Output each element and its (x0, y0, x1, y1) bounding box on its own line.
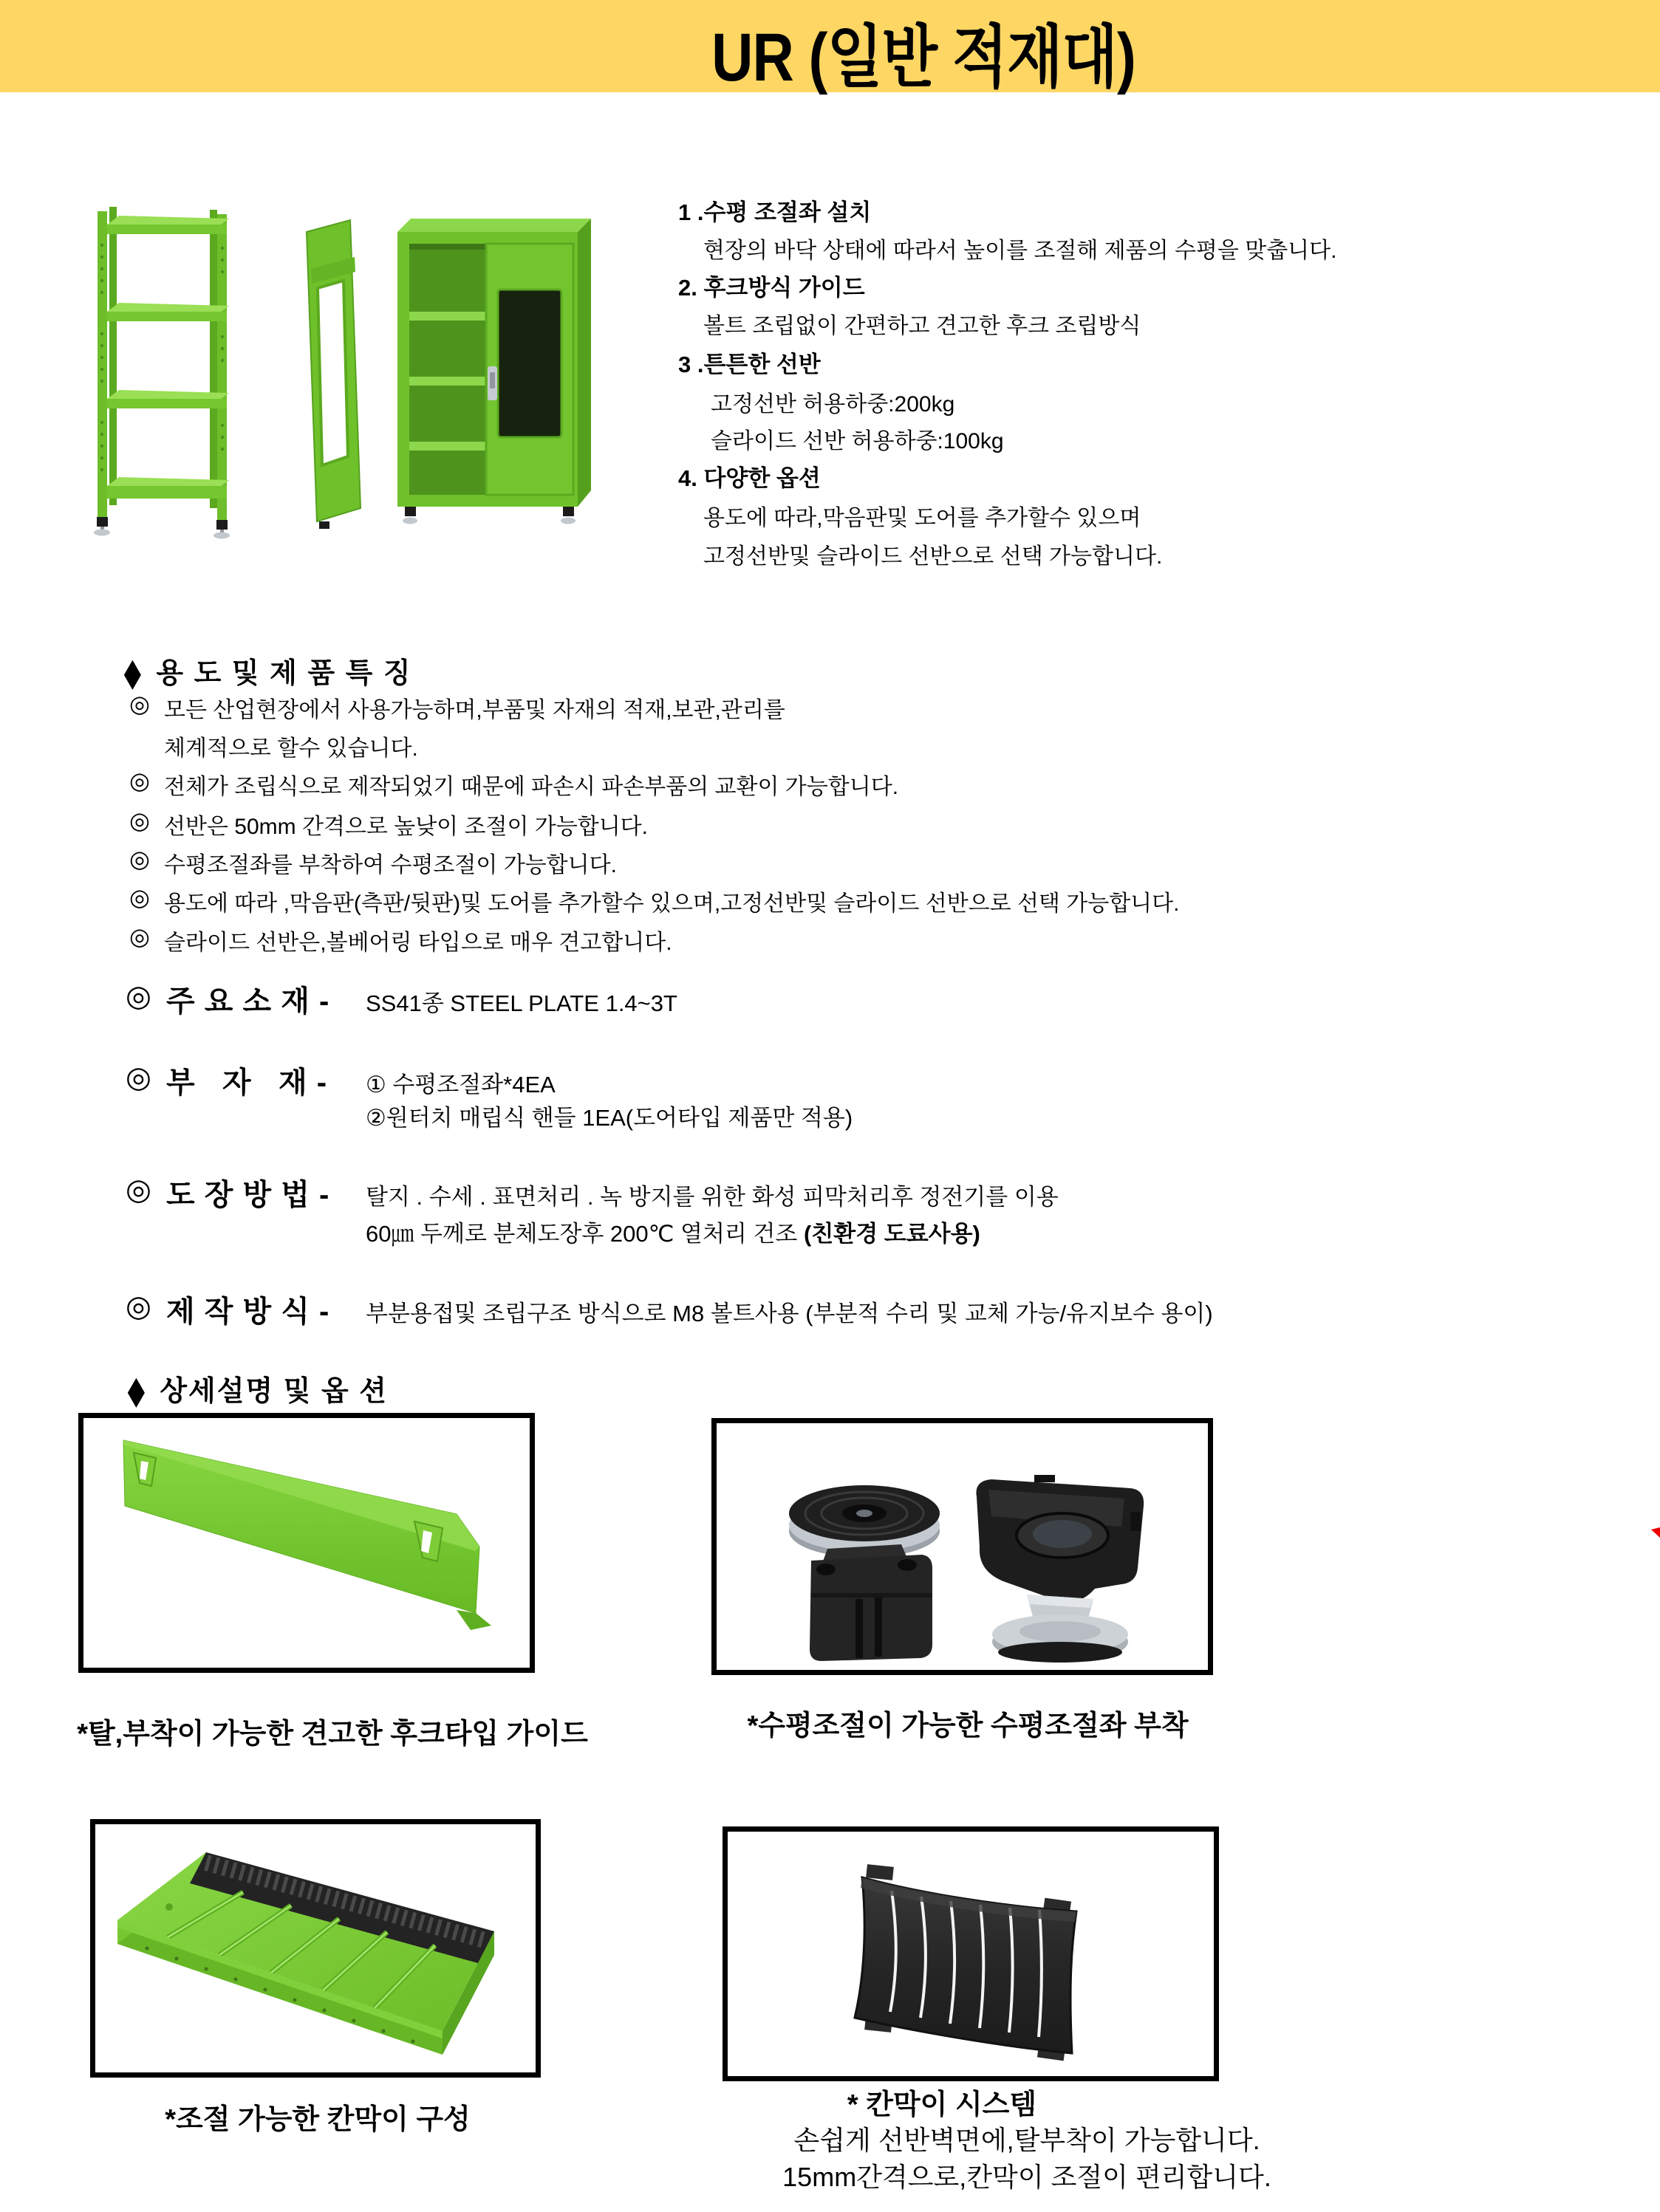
double-circle-bullet-icon: ◎ (129, 807, 150, 834)
feature-2-line: 볼트 조립없이 간편하고 견고한 후크 조립방식 (703, 314, 1141, 338)
double-circle-bullet-icon: ◎ (126, 1174, 151, 1206)
feature-bullet-2: ◎ 전체가 조립식으로 제작되었기 때문에 파손시 파손부품의 교환이 가능합니다. (129, 767, 899, 799)
cabinet-image (307, 219, 591, 529)
detail-box-leveling-feet (711, 1418, 1213, 1675)
details-section-heading: ◆ 상세설명 및 옵 션 (127, 1368, 388, 1411)
spec-material-value: SS41종 STEEL PLATE 1.4~3T (366, 990, 677, 1016)
feature-bullet-3: ◎ 선반은 50mm 간격으로 높낮이 조절이 가능합니다. (129, 807, 648, 839)
feature-1-line: 현장의 바닥 상태에 따라서 높이를 조절해 제품의 수평을 맞춥니다. (703, 239, 1337, 263)
page-title: UR (일반 적재대) (711, 18, 1135, 96)
feature-2-heading: 2. 후크방식 가이드 (678, 275, 865, 301)
product-hero-image (87, 201, 604, 541)
feature-1-heading: 1 .수평 조절좌 설치 (678, 199, 872, 225)
leveling-foot-pad-up (789, 1485, 940, 1661)
double-circle-bullet-icon: ◎ (126, 1061, 151, 1094)
double-circle-bullet-icon: ◎ (129, 691, 150, 717)
rack-leveling-feet (94, 517, 230, 539)
spec-coating-label: 도 장 방 법 - (166, 1179, 330, 1211)
leveling-feet-image (717, 1423, 1208, 1670)
feature-bullet-4: ◎ 수평조절좌를 부착하여 수평조절이 가능합니다. (129, 846, 617, 877)
diamond-icon: ◆ (127, 1368, 146, 1411)
double-circle-bullet-icon: ◎ (129, 767, 150, 794)
caption-partition-title: * 칸막이 시스템 (847, 2089, 1037, 2120)
features-section-heading: ◆ 용 도 및 제 품 특 징 (123, 650, 412, 694)
feature-bullet-1: ◎ 모든 산업현장에서 사용가능하며,부품및 자재의 적재,보관,관리를 (129, 691, 785, 722)
spec-accessories-label: 부 자 재 - (166, 1066, 328, 1099)
double-circle-bullet-icon: ◎ (129, 846, 150, 872)
detail-box-divider-tray (90, 1819, 541, 2078)
feature-3-line-1: 고정선반 허용하중:200kg (711, 392, 955, 417)
feature-bullet-5: ◎ 용도에 따라 ,막음판(측판/뒷판)및 도어를 추가할수 있으며,고정선반및 슬라이드 선반으로 선택 가능합니다. (129, 884, 1180, 916)
detail-box-hook-guide (78, 1413, 535, 1673)
spec-coating-value-1: 탈지 . 수세 . 표면처리 . 녹 방지를 위한 화성 피막처리후 정전기를 이용 (366, 1184, 1059, 1210)
feature-bullet-1-wrap: 체계적으로 할수 있습니다. (164, 736, 418, 761)
open-rack-image (94, 207, 230, 539)
red-corner-marker-icon (1651, 1527, 1660, 1539)
double-circle-bullet-icon: ◎ (126, 980, 151, 1013)
spec-accessories-value-2: ②원터치 매립식 핸들 1EA(도어타입 제품만 적용) (366, 1105, 853, 1131)
divider-tray-image (95, 1824, 536, 2072)
leveling-foot-pad-down (976, 1475, 1144, 1663)
diamond-icon: ◆ (123, 650, 143, 694)
feature-3-heading: 3 .튼튼한 선반 (678, 352, 821, 377)
double-circle-bullet-icon: ◎ (126, 1290, 151, 1323)
caption-partition-line-2: 손쉽게 선반벽면에,탈부착이 가능합니다. (793, 2125, 1260, 2155)
spec-coating-value-2: 60㎛ 두께로 분체도장후 200℃ 열처리 건조 (친환경 도료사용) (366, 1221, 980, 1247)
caption-divider-tray: *조절 가능한 칸막이 구성 (165, 2104, 471, 2135)
spec-material-label: 주 요 소 재 - (166, 985, 330, 1018)
hook-guide-image (83, 1418, 530, 1668)
feature-4-line-1: 용도에 따라,막음판및 도어를 추가할수 있으며 (703, 506, 1141, 530)
detail-box-partition (723, 1826, 1219, 2081)
spec-accessories-value-1: ① 수평조절좌*4EA (366, 1072, 556, 1098)
spec-fabrication-label: 제 작 방 식 - (166, 1295, 330, 1328)
spec-fabrication-value: 부분용접및 조립구조 방식으로 M8 볼트사용 (부분적 수리 및 교체 가능/유지보수 용이) (366, 1301, 1213, 1326)
caption-partition-line-3: 15mm간격으로,칸막이 조절이 편리합니다. (782, 2162, 1271, 2192)
feature-4-heading: 4. 다양한 옵션 (678, 465, 821, 491)
feature-4-line-2: 고정선반및 슬라이드 선반으로 선택 가능합니다. (703, 544, 1163, 569)
double-circle-bullet-icon: ◎ (129, 923, 150, 950)
feature-bullet-6: ◎ 슬라이드 선반은,볼베어링 타입으로 매우 견고합니다. (129, 923, 672, 955)
feature-3-line-2: 슬라이드 선반 허용하중:100kg (711, 429, 1004, 453)
caption-hook-guide: *탈,부착이 가능한 견고한 후크타입 가이드 (77, 1719, 588, 1750)
caption-leveling-feet: *수평조절이 가능한 수평조절좌 부착 (747, 1711, 1189, 1742)
double-circle-bullet-icon: ◎ (129, 884, 150, 911)
partition-panel-image (728, 1832, 1214, 2076)
